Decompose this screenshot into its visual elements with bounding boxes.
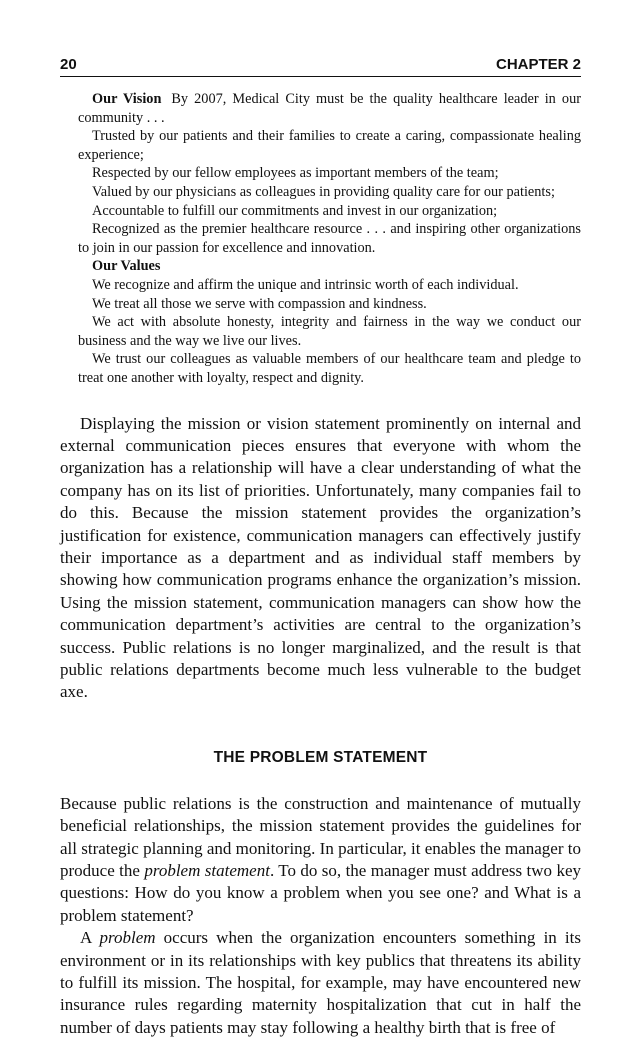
section-paragraph [60, 927, 581, 1039]
values-heading: Our Values [92, 258, 161, 275]
section-heading: THE PROBLEM STATEMENT [213, 748, 428, 766]
vision-label: Our Vision [92, 91, 162, 107]
italic-term: problem statement [144, 861, 270, 880]
vision-item: Respected by our fellow employees as important members of the team; [92, 165, 499, 182]
mission-extract [78, 90, 581, 388]
vision-item: Trusted by our patients and their families to create a caring, compassionate healing experience; [78, 128, 581, 163]
vision-text: By 2007, Medical City must be the quality healthcare leader in our community . . . [78, 91, 581, 126]
values-item: We act with absolute honesty, integrity and fairness in the way we conduct our business and the way we live our lives. [78, 314, 581, 349]
italic-term: problem [99, 928, 156, 948]
text-span: occurs when the organization encounters something in its environment or in its relationships with key publics that threatens its ability to fulfill its mission. The hospital, for example, may have encountered new insurance rules regarding maternity hospitalization that cut in half the number of days patients may stay following a healthy birth that is free of [60, 928, 581, 1037]
section-paragraph [60, 793, 581, 927]
body-paragraph: Displaying the mission or vision statement prominently on internal and external communication pieces ensures that everyone with whom the organization has a relationship will have a clear understanding of what the company has on its list of priorities. Unfortunately, many companies fail to do this. Because the mission statement provides the organization’s justification for existence, communication managers can effectively justify their importance as a department and as individual staff members by showing how communication programs enhance the organization’s mission. Using the mission statement, communication managers can show how the communication department’s activities are central to the organization’s success. Public relations is no longer marginalized, and the result is that public relations departments become much less vulnerable to the budget axe. [60, 413, 581, 702]
values-item: We trust our colleagues as valuable members of our healthcare team and pledge to treat one another with loyalty, respect and dignity. [78, 351, 581, 386]
text-span: . To do so, the manager must address two key questions: How do you know a problem when you see one? and What is a problem statement? [60, 861, 581, 925]
vision-item: Recognized as the premier healthcare resource . . . and inspiring other organizations to join in our passion for excellence and innovation. [78, 221, 581, 256]
section-body [60, 793, 581, 1039]
vision-paragraph [78, 90, 581, 127]
running-header [60, 56, 581, 77]
chapter-label: CHAPTER 2 [495, 56, 581, 73]
values-item: We recognize and affirm the unique and intrinsic worth of each individual. [92, 276, 519, 293]
text-span: A [80, 928, 100, 948]
text-span: Because public relations is the construction and maintenance of mutually beneficial relationships, the mission statement provides the guidelines for all strategic planning and monitoring. In particular, it enables the manager to produce the [60, 793, 581, 880]
book-page [60, 56, 581, 1039]
page-number: 20 [60, 56, 77, 73]
vision-item: Valued by our physicians as colleagues in providing quality care for our patients; [92, 183, 555, 200]
vision-item: Accountable to fulfill our commitments and invest in our organization; [92, 202, 498, 219]
body-text [60, 413, 581, 704]
values-item: We treat all those we serve with compassion and kindness. [92, 295, 427, 312]
